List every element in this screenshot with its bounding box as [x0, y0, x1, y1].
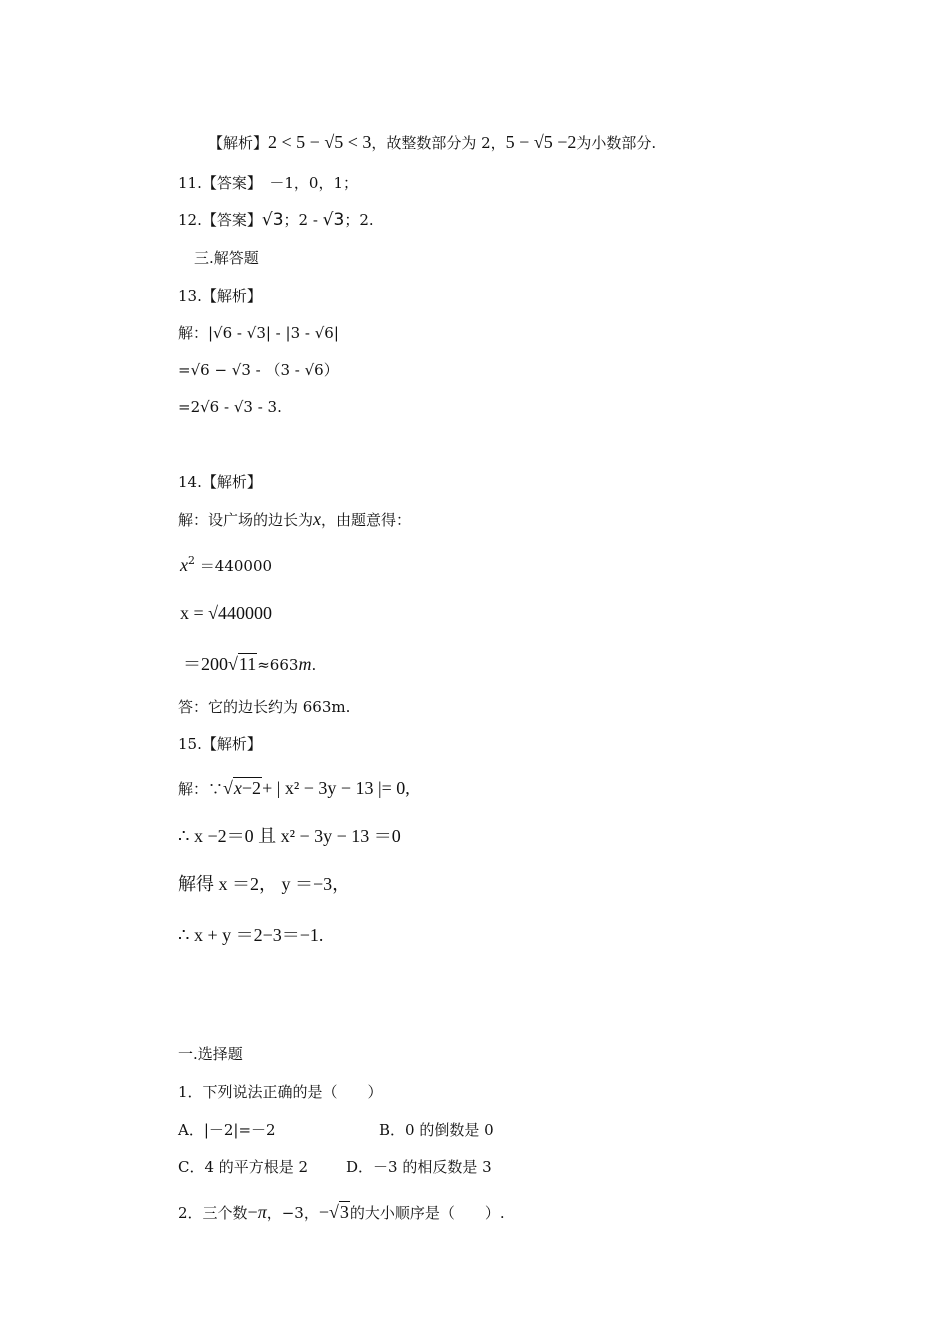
- answer-12-end: ；2.: [344, 211, 374, 229]
- q13-line-1: 解：|√6 - √3| - |3 - √6|: [178, 324, 339, 342]
- eq1-rhs: ＝440000: [199, 557, 273, 575]
- inequality-expr: 2 < 5 − √5 < 3: [268, 132, 372, 152]
- eq1-lhs: x: [180, 555, 188, 575]
- q13-line-3: =2√6 - √3 - 3.: [178, 398, 282, 416]
- q15-heading: 15.【解析】: [178, 735, 262, 753]
- q15-line-4: ∴ x + y ＝2−3＝−1.: [178, 925, 324, 945]
- problem-2-c: 的大小顺序是（ ）.: [349, 1204, 505, 1222]
- neg-pi: −π: [247, 1202, 267, 1222]
- sqrt-3: √3: [261, 210, 284, 230]
- problem-2: [178, 1201, 505, 1224]
- answer-12-prefix: 12.【答案】: [178, 211, 262, 229]
- answer-12: [178, 209, 374, 231]
- problem-1-option-d: D．－3 的相反数是 3: [346, 1158, 492, 1176]
- q14-equation-2: x = √440000: [180, 603, 273, 623]
- q13-line-2: =√6 − √3 - （3 - √6）: [178, 361, 339, 379]
- eq3-coef: ＝200: [183, 654, 228, 674]
- answer-12-mid: ；2 -: [283, 211, 323, 229]
- q14-line-1-a: 解：设广场的边长为: [178, 511, 314, 529]
- section-1-heading: 一.选择题: [178, 1045, 243, 1063]
- q14-line-1-b: ，由题意得：: [321, 511, 412, 529]
- analysis-tag: 【解析】: [208, 134, 269, 152]
- q15-line-1-rest: + | x² − 3y − 13 |= 0,: [262, 778, 410, 798]
- unit-m: m: [298, 654, 312, 674]
- fraction-part-expr: 5 − √5 −2: [505, 132, 577, 152]
- neg-sqrt-3: −√3: [318, 1202, 349, 1222]
- analysis-line-10: [208, 131, 656, 154]
- variable-x: x: [313, 509, 322, 529]
- sqrt-3-second: √3: [322, 210, 345, 230]
- q15-line-1: [178, 777, 410, 800]
- analysis-text-end: 为小数部分.: [576, 134, 657, 152]
- answer-11: 11.【答案】 －1，0，1；: [178, 174, 358, 192]
- section-3-heading: 三.解答题: [194, 249, 259, 267]
- problem-1: 1．下列说法正确的是（ ）: [178, 1083, 383, 1101]
- problem-1-option-c: C．4 的平方根是 2: [178, 1158, 309, 1176]
- analysis-text: ，故整数部分为 2，: [371, 134, 506, 152]
- problem-1-option-b: B．0 的倒数是 0: [379, 1121, 494, 1139]
- eq3-approx: ≈663: [257, 656, 299, 674]
- problem-1-option-a: A．|－2|=－2: [178, 1121, 276, 1139]
- q14-heading: 14.【解析】: [178, 473, 262, 491]
- q15-line-2: ∴ x −2＝0 且 x² − 3y − 13 ＝0: [178, 826, 401, 846]
- sqrt-symbol-2: √: [223, 778, 233, 798]
- q15-because: 解：∵: [178, 780, 224, 798]
- q14-equation-3: ＝200√11≈663m.: [183, 654, 317, 674]
- q13-heading: 13.【解析】: [178, 287, 262, 305]
- problem-2-b: ，−3，: [266, 1204, 319, 1222]
- q14-line-1: [178, 508, 411, 531]
- sqrt-symbol: √: [228, 654, 238, 674]
- problem-2-a: 2．三个数: [178, 1204, 248, 1222]
- q14-equation-1: $x^2 =440000$: [180, 554, 273, 575]
- q14-answer: 答：它的边长约为 663m.: [178, 698, 351, 716]
- sqrt-11-radicand: 11: [238, 654, 257, 674]
- sqrt-x-minus-2: x−2: [233, 778, 262, 798]
- q15-line-3: 解得 x ＝2， y ＝−3，: [178, 874, 351, 894]
